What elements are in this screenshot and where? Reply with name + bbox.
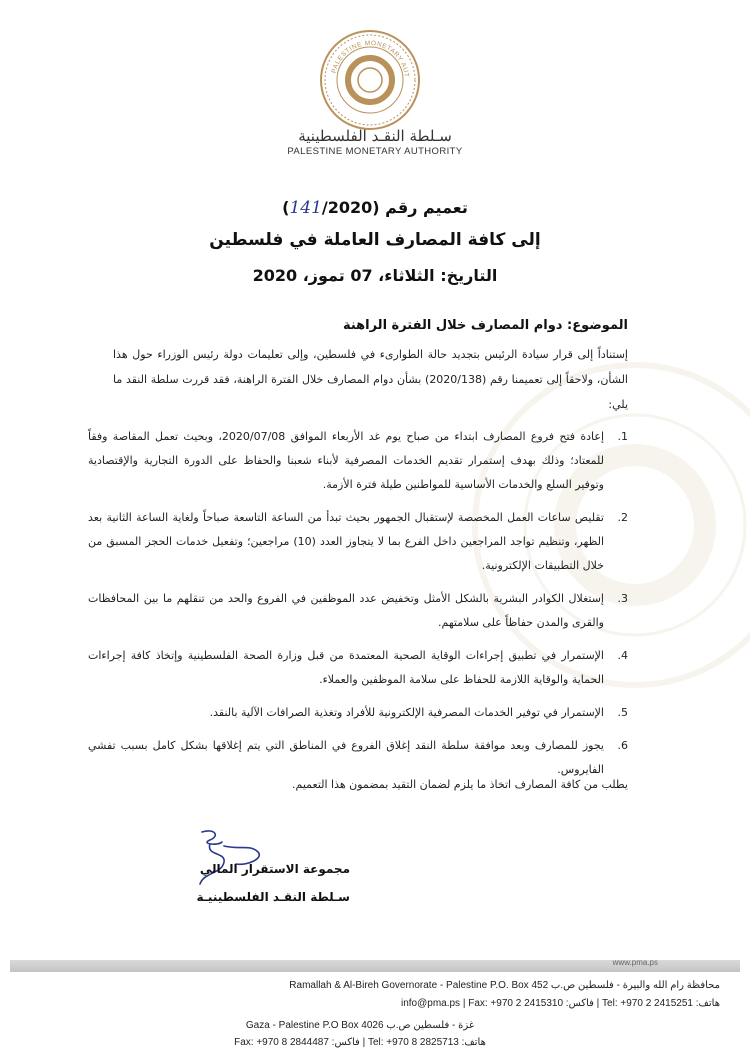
list-item bbox=[88, 587, 628, 635]
subject-line: الموضوع: دوام المصارف خلال الفترة الراهنة bbox=[342, 318, 628, 333]
item-text: الإستمرار في تطبيق إجراءات الوقاية الصحية المعتمدة من قبل وزارة الصحة الفلسطينية وإتخاذ كافة إجراءات الحماية والوقاية اللازمة للحفاظ على سلامة الموظفين والعملاء. bbox=[88, 649, 604, 686]
recipients-heading: إلى كافة المصارف العاملة في فلسطين bbox=[209, 230, 541, 250]
decision-list bbox=[88, 425, 628, 791]
item-number: 1. bbox=[617, 430, 628, 443]
closing-line: يطلب من كافة المصارف اتخاذ ما يلزم لضمان التقيد بمضمون هذا التعميم. bbox=[292, 778, 628, 791]
list-item bbox=[88, 506, 628, 578]
footer-address-gaza: Gaza - Palestine P.O Box 4026 غزة - فلسطين ص.ب bbox=[245, 1020, 475, 1031]
item-number: 4. bbox=[617, 649, 628, 662]
pma-seal-logo bbox=[318, 28, 422, 132]
list-item bbox=[88, 734, 628, 782]
list-item bbox=[88, 644, 628, 692]
circular-suffix: /2020) bbox=[282, 198, 373, 217]
item-text: يجوز للمصارف وبعد موافقة سلطة النقد إغلاق الفروع في المناطق التي يتم إغلاقها بشكل كامل بسبب تفشي الفايروس. bbox=[88, 739, 604, 776]
intro-paragraph: إستناداً إلى قرار سيادة الرئيس بتجديد حالة الطوارىء في فلسطين، وإلى تعليمات دولة رئيس الوزراء حول هذا الشأن، ولاحقاً إلى تعميمنا رقم (2020/138) بشأن دوام المصارف خلال الفترة الراهنة، فقد قررت سلطة النقد ما يلي: bbox=[113, 348, 628, 411]
item-number: 6. bbox=[617, 739, 628, 752]
item-text: تقليص ساعات العمل المخصصة لإستقبال الجمهور بحيث تبدأ من الساعة التاسعة صباحاً ولغاية الساعة الثانية بعد الظهر، وتنظيم تواجد المراجعين داخل الفرع بما لا يتجاوز العدد (10) مراجعين؛ وتفعيل خدمات الحجز المسبق من خلال التطبيقات الإلكترونية. bbox=[88, 511, 604, 572]
item-text: إستغلال الكوادر البشرية بالشكل الأمثل وتخفيض عدد الموظفين في الفروع والحد من تنقلهم ما بين المحافظات والقرى والمدن حفاظاً على سلامتهم. bbox=[88, 592, 604, 629]
handwritten-signature bbox=[140, 822, 280, 892]
org-name-english: PALESTINE MONETARY AUTHORITY bbox=[287, 146, 463, 157]
date-heading: التاريخ: الثلاثاء، 07 تموز، 2020 bbox=[252, 266, 498, 285]
circular-handwritten-number: 141 bbox=[289, 198, 322, 218]
list-item bbox=[88, 701, 628, 725]
footer-contacts-ramallah: info@pma.ps | Fax: +970 2 2415310 :فاكس | Tel: +970 2 2415251 :هاتف bbox=[400, 998, 720, 1009]
list-item bbox=[88, 425, 628, 497]
item-number: 5. bbox=[617, 706, 628, 719]
svg-text:PALESTINE MONETARY AUTHORITY: PALESTINE MONETARY AUT bbox=[330, 39, 410, 79]
item-number: 3. bbox=[617, 592, 628, 605]
footer-address-ramallah: Ramallah & Al-Bireh Governorate - Palestine P.O. Box 452 محافظة رام الله والبيرة - فلسطين ص.ب bbox=[289, 980, 720, 991]
org-name-arabic: سـلطة النقـد الفلسطينية bbox=[298, 127, 452, 145]
signatory-authority: سـلطة النقـد الفلسطينيـة bbox=[196, 890, 350, 904]
item-text: إعادة فتح فروع المصارف ابتداء من صباح يوم غد الأربعاء الموافق 2020/07/08، وبحيث تعمل المقاصة وفقاً للمعتاد؛ وذلك بهدف إستمرار تقديم الخدمات المصرفية لأبناء شعبنا والحفاظ على الدورة التجارية والإقتصادية وتوفير السلع والخدمات الأساسية للمواطنين طيلة فترة الأزمة. bbox=[88, 430, 604, 491]
signatory-department: مجموعة الاستقرار المالي bbox=[199, 862, 350, 876]
footer-contacts-gaza: Fax: +970 8 2844487 :فاكس | Tel: +970 8 2825713 :هاتف bbox=[234, 1037, 486, 1048]
circular-number bbox=[0, 198, 750, 218]
circular-prefix: تعميم رقم ( bbox=[372, 198, 468, 217]
footer-url: www.pma.ps bbox=[612, 958, 658, 967]
item-text: الإستمرار في توفير الخدمات المصرفية الإلكترونية للأفراد وتغذية الصرافات الآلية بالنقد. bbox=[209, 706, 604, 719]
item-number: 2. bbox=[617, 511, 628, 524]
